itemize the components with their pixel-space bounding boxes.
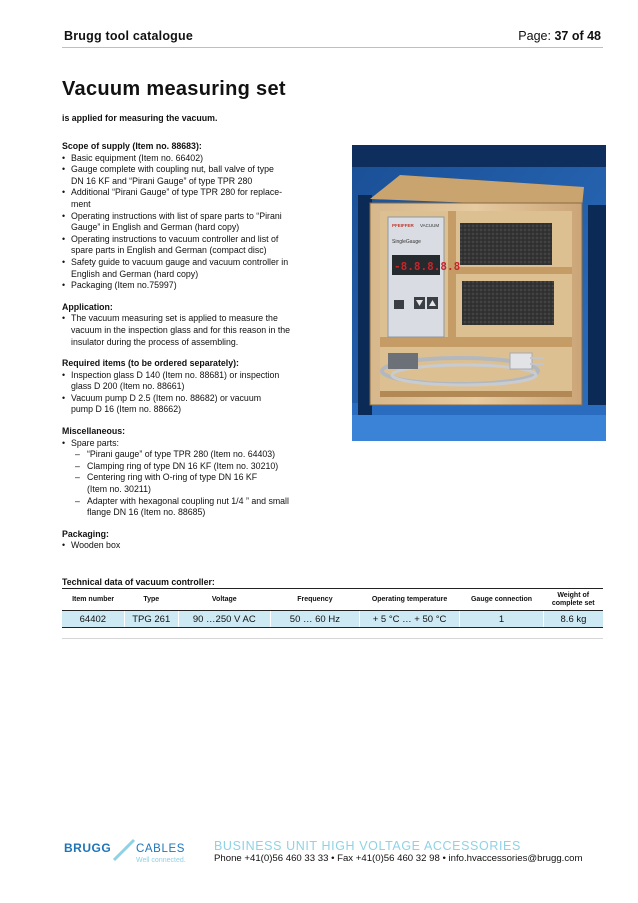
surface-highlight bbox=[352, 415, 606, 441]
list-item-text: Spare parts: bbox=[71, 437, 119, 448]
content-column bbox=[62, 141, 327, 562]
page-label: Page: bbox=[518, 29, 551, 43]
table-cell: + 5 °C … + 50 °C bbox=[360, 611, 460, 628]
list-item-line: glass D 200 (Item no. 88661) bbox=[71, 381, 185, 392]
bullet-list bbox=[62, 540, 327, 552]
table-bottom-divider bbox=[62, 638, 603, 639]
list-item bbox=[62, 187, 327, 210]
list-item-line: English and German (hard copy) bbox=[71, 268, 199, 279]
bullet-list bbox=[62, 313, 327, 348]
list-item-line: pump D 16 (Item no. 88662) bbox=[71, 404, 182, 415]
foam-block-lower bbox=[462, 281, 554, 325]
page-title: Vacuum measuring set bbox=[62, 78, 286, 100]
dash-icon: – bbox=[75, 472, 80, 483]
sub-list-item-line: flange DN 16 (Item no. 88685) bbox=[87, 507, 206, 518]
page-number: 37 of 48 bbox=[554, 29, 601, 43]
table-cell: 64402 bbox=[62, 611, 124, 628]
section-heading: Scope of supply (Item no. 88683): bbox=[62, 141, 202, 151]
sub-list-item-line: Centering ring with O-ring of type DN 16 KF bbox=[87, 472, 258, 483]
list-item bbox=[62, 211, 327, 234]
bullet-icon: • bbox=[62, 540, 66, 551]
sub-list-item bbox=[62, 496, 327, 519]
page-indicator bbox=[518, 29, 601, 43]
column-header: Type bbox=[124, 589, 178, 611]
bullet-icon: • bbox=[62, 233, 66, 244]
box-front-edge bbox=[380, 391, 572, 397]
sub-list-item-line: Clamping ring of type DN 16 KF (Item no. 30210) bbox=[87, 460, 279, 471]
sub-list-item-line: “Pirani gauge” of type TPR 280 (Item no. 64403) bbox=[87, 449, 276, 460]
bullet-icon: • bbox=[62, 210, 66, 221]
contact-line: Phone +41(0)56 460 33 33 • Fax +41(0)56 460 32 98 • info.hvaccessories@brugg.com bbox=[214, 853, 583, 864]
table-cell: 8.6 kg bbox=[543, 611, 603, 628]
list-item-line: vacuum in the inspection glass and for this reason in the bbox=[71, 324, 291, 335]
table-cell: 90 …250 V AC bbox=[178, 611, 270, 628]
bullet-icon: • bbox=[62, 392, 66, 403]
column-header: Weight of complete set bbox=[543, 589, 603, 611]
catalogue-name: Brugg tool catalogue bbox=[64, 29, 193, 43]
table-row bbox=[62, 611, 603, 628]
shelf-upper bbox=[456, 267, 572, 274]
list-item bbox=[62, 540, 327, 552]
list-item-line: Inspection glass D 140 (Item no. 88681) or inspection bbox=[71, 369, 280, 380]
sub-list-item bbox=[62, 449, 327, 461]
list-item-line: ment bbox=[71, 198, 91, 209]
list-item bbox=[62, 280, 327, 292]
list-item-line: spare parts in English and German (compact disc) bbox=[71, 245, 267, 256]
device-brand-text: PFEIFFER bbox=[392, 223, 414, 228]
list-item bbox=[62, 257, 327, 280]
foam-block-upper bbox=[460, 223, 552, 265]
dash-icon: – bbox=[75, 460, 80, 471]
dash-list bbox=[62, 449, 327, 519]
logo-brugg-text: BRUGG bbox=[64, 841, 112, 855]
list-item-line: The vacuum measuring set is applied to measure the bbox=[71, 313, 278, 324]
plug-pin bbox=[530, 363, 544, 365]
photo-top-shadow bbox=[352, 145, 606, 167]
vacuum-controller bbox=[388, 217, 444, 337]
section-heading: Required items (to be ordered separately): bbox=[62, 358, 239, 369]
section-heading: Application: bbox=[62, 301, 113, 312]
sub-list-item bbox=[62, 461, 327, 473]
list-item-line: Operating instructions with list of spare parts to “Pirani bbox=[71, 210, 282, 221]
column-header: Voltage bbox=[178, 589, 270, 611]
list-item bbox=[62, 438, 327, 450]
page-subtitle: is applied for measuring the vacuum. bbox=[62, 113, 218, 123]
sub-list-item bbox=[62, 472, 327, 495]
table-header-row bbox=[62, 589, 603, 611]
bullet-icon: • bbox=[62, 256, 66, 267]
shelf-lower bbox=[380, 337, 572, 347]
tech-data-table bbox=[62, 588, 603, 628]
list-item-line: Basic equipment (Item no. 66402) bbox=[71, 152, 204, 163]
column-header: Frequency bbox=[270, 589, 359, 611]
list-item bbox=[62, 370, 327, 393]
header-divider bbox=[62, 47, 603, 48]
brugg-cables-logo bbox=[62, 838, 212, 868]
bullet-list bbox=[62, 153, 327, 292]
column-header: Gauge connection bbox=[460, 589, 544, 611]
product-photo bbox=[352, 145, 606, 441]
bullet-icon: • bbox=[62, 369, 66, 380]
page-header bbox=[62, 28, 603, 46]
logo-slash-icon bbox=[114, 840, 134, 860]
list-item bbox=[62, 393, 327, 416]
list-item-line: Additional “Pirani Gauge” of type TPR 280 for replace- bbox=[71, 187, 283, 198]
list-item-line: Safety guide to vacuum gauge and vacuum controller in bbox=[71, 256, 289, 267]
business-unit: BUSINESS UNIT HIGH VOLTAGE ACCESSORIES bbox=[214, 839, 521, 853]
table-cell: 1 bbox=[460, 611, 544, 628]
tech-data-heading: Technical data of vacuum controller: bbox=[62, 577, 215, 587]
column-header: Operating temperature bbox=[360, 589, 460, 611]
miscellaneous-section bbox=[62, 426, 327, 519]
sub-list-item-line: (Item no. 30211) bbox=[87, 484, 151, 495]
bullet-icon: • bbox=[62, 313, 66, 324]
list-item bbox=[62, 313, 327, 348]
bullet-icon: • bbox=[62, 280, 66, 291]
bullet-icon: • bbox=[62, 152, 66, 163]
bullet-icon: • bbox=[62, 187, 66, 198]
bullet-icon: • bbox=[62, 164, 66, 175]
sub-list-item-line: Adapter with hexagonal coupling nut 1/4 ” and small bbox=[87, 495, 289, 506]
list-item-line: Packaging (Item no.75997) bbox=[71, 280, 177, 291]
list-item-line: Gauge complete with coupling nut, ball valve of type bbox=[71, 164, 274, 175]
packaging-section bbox=[62, 529, 327, 552]
column-header: Item number bbox=[62, 589, 124, 611]
list-item-line: Vacuum pump D 2.5 (Item no. 88682) or vacuum bbox=[71, 392, 262, 403]
list-item-line: DN 16 KF and “Pirani Gauge” of type TPR 280 bbox=[71, 175, 253, 186]
application-section bbox=[62, 302, 327, 348]
dash-icon: – bbox=[75, 495, 80, 506]
bullet-icon: • bbox=[62, 437, 66, 448]
required-items-section bbox=[62, 358, 327, 416]
section-heading: Miscellaneous: bbox=[62, 426, 126, 437]
table-cell: TPG 261 bbox=[124, 611, 178, 628]
bullet-list bbox=[62, 370, 327, 416]
power-plug bbox=[510, 353, 532, 369]
plug-pin bbox=[530, 357, 544, 359]
list-item-line: Operating instructions to vacuum controller and list of bbox=[71, 233, 279, 244]
logo-tagline-text: Well connected. bbox=[136, 857, 186, 864]
logo-cables-text: CABLES bbox=[136, 843, 185, 855]
bracket-right bbox=[588, 205, 606, 405]
lcd-readout: -8.8.8.8.8 bbox=[394, 260, 461, 273]
section-heading: Packaging: bbox=[62, 528, 109, 539]
list-item-line: Gauge” in English and German (hard copy) bbox=[71, 222, 240, 233]
dash-icon: – bbox=[75, 449, 80, 460]
device-button bbox=[394, 300, 404, 309]
list-item-line: Wooden box bbox=[71, 540, 121, 551]
list-item bbox=[62, 164, 327, 187]
divider-vertical bbox=[448, 211, 456, 345]
scope-section bbox=[62, 141, 327, 292]
list-item bbox=[62, 153, 327, 165]
device-model-text: SingleGauge bbox=[392, 239, 421, 245]
list-item bbox=[62, 234, 327, 257]
gauge-connector bbox=[388, 353, 418, 369]
device-label-text: VACUUM bbox=[420, 223, 440, 228]
table-cell: 50 … 60 Hz bbox=[270, 611, 359, 628]
list-item-line: insulator during the process of assembling. bbox=[71, 336, 239, 347]
